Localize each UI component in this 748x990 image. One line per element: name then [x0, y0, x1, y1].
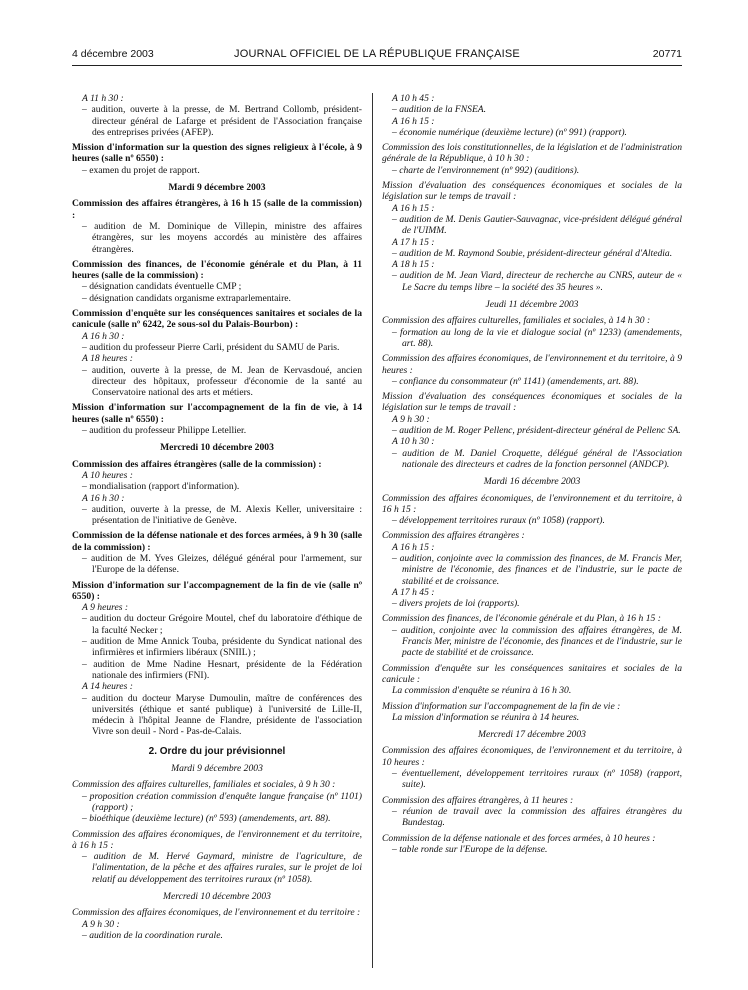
body-title: Mission d'information sur l'accompagnement de la fin de vie, à 14 heures (salle nº 6550) : [72, 402, 362, 425]
body-title: Commission d'enquête sur les conséquences sanitaires et sociales de la canicule (salle nº 6242, 2e sous-sol du Palais-Bourbon) : [72, 308, 362, 331]
header-date: 4 décembre 2003 [72, 48, 154, 60]
agenda-item: – audition de M. Raymond Soubie, président-directeur général d'Altedia. [392, 247, 673, 259]
time-label: A 9 h 30 : [392, 413, 430, 425]
page-header [72, 48, 682, 64]
day-heading: Mardi 16 décembre 2003 [483, 476, 581, 488]
agenda-item: – audition de Mme Nadine Hesnart, présidente de la Fédération nationale des infirmiers (FNI). [82, 658, 362, 681]
day-heading: Mardi 9 décembre 2003 [168, 182, 266, 194]
agenda-item: – réunion de travail avec la commission des affaires étrangères du Bundestag. [392, 805, 682, 829]
header-title: JOURNAL OFFICIEL DE LA RÉPUBLIQUE FRANÇAISE [234, 48, 520, 60]
section-heading: 2. Ordre du jour prévisionnel [148, 745, 286, 757]
agenda-note: La mission d'information se réunira à 14 heures. [392, 711, 580, 723]
agenda-item: – divers projets de loi (rapports). [392, 598, 520, 610]
body-title: Commission des affaires économiques, de l'environnement et du territoire : [72, 907, 361, 919]
agenda-item: – économie numérique (deuxième lecture) (nº 991) (rapport). [392, 126, 627, 138]
agenda-item: – examen du projet de rapport. [82, 164, 200, 176]
body-title: Mission d'évaluation des conséquences économiques et sociales de la législation sur le temps de travail : [382, 180, 682, 203]
left-column [72, 93, 362, 945]
agenda-item: – audition de Mme Annick Touba, présidente du Syndicat national des infirmières et infirmiers libéraux (SNIIL) ; [82, 636, 362, 659]
time-label: A 16 h 30 : [82, 330, 125, 342]
agenda-item: – audition de la FNSEA. [392, 104, 487, 116]
body-title: Commission des affaires culturelles, familiales et sociales, à 9 h 30 : [72, 779, 336, 791]
agenda-item: – audition de M. Roger Pellenc, président-directeur général de Pellenc SA. [392, 425, 681, 437]
body-title: Commission de la défense nationale et des forces armées, à 9 h 30 (salle de la commission) : [72, 530, 362, 553]
day-heading: Mercredi 10 décembre 2003 [163, 891, 271, 902]
time-label: A 18 heures : [82, 353, 133, 365]
agenda-item: – audition, ouverte à la presse, de M. Jean de Kervasdoué, ancien directeur des hôpitaux, professeur d'économie de la santé au Conservatoire national des arts et métiers. [82, 364, 362, 399]
header-page-number: 20771 [652, 48, 682, 60]
agenda-item: – charte de l'environnement (nº 992) (auditions). [392, 164, 580, 176]
body-title: Commission d'enquête sur les conséquences sanitaires et sociales de la canicule : [382, 662, 682, 685]
time-label: A 16 h 15 : [392, 115, 435, 127]
body-title: Commission des affaires économiques, de l'environnement et du territoire, à 16 h 15 : [72, 828, 362, 851]
time-label: A 9 heures : [82, 602, 129, 614]
time-label: A 16 h 15 : [392, 202, 435, 214]
agenda-item: – audition, ouverte à la presse, de M. Bertrand Collomb, président-directeur général de Lafarge et président de l'Association française des entreprises privées (AFEP). [82, 104, 362, 138]
body-title: Commission des affaires étrangères, à 11 heures : [382, 794, 574, 806]
agenda-item: – table ronde sur l'Europe de la défense. [392, 843, 548, 855]
agenda-item: – audition, conjointe avec la commission des affaires étrangères, de M. Francis Mer, ministre de l'économie, des finances et de l'industrie, sur le pacte de stabilité et de croissance. [392, 624, 682, 659]
agenda-item: – audition de M. Daniel Croquette, délégué général de l'Association nationale des directeurs et cadres de la fonction personnel (ANDCP). [392, 447, 682, 470]
time-label: A 18 h 15 : [392, 259, 435, 271]
header-rule [72, 65, 682, 66]
body-title: Commission des lois constitutionnelles, de la législation et de l'administration générale de la République, à 10 h 30 : [382, 142, 682, 165]
agenda-item: – audition de M. Jean Viard, directeur de recherche au CNRS, auteur de « Le Sacre du temps libre – la société des 35 heures ». [392, 270, 682, 293]
time-label: A 14 heures : [82, 681, 133, 693]
agenda-item: – audition de M. Denis Gautier-Sauvagnac, vice-président délégué général de l'UIMM. [392, 213, 682, 237]
time-label: A 16 h 15 : [392, 541, 435, 553]
agenda-item: – audition du professeur Pierre Carli, président du SAMU de Paris. [82, 341, 340, 353]
agenda-note: La commission d'enquête se réunira à 16 h 30. [392, 685, 572, 697]
body-title: Commission des affaires étrangères : [382, 530, 525, 542]
body-title: Commission des affaires économiques, de l'environnement et du territoire, à 9 heures : [382, 353, 682, 376]
agenda-item: – développement territoires ruraux (nº 1058) (rapport). [392, 515, 605, 527]
right-column [382, 93, 682, 859]
day-heading: Mercredi 10 décembre 2003 [160, 442, 274, 454]
agenda-item: – audition de la coordination rurale. [82, 929, 223, 941]
body-title: Commission des affaires économiques, de l'environnement et du territoire, à 10 heures : [382, 745, 682, 768]
column-divider [372, 93, 373, 968]
body-title: Commission de la défense nationale et des forces armées, à 10 heures : [382, 832, 656, 844]
time-label: A 16 h 30 : [82, 492, 125, 504]
body-title: Commission des affaires culturelles, familiales et sociales, à 14 h 30 : [382, 315, 651, 327]
time-label: A 10 h 45 : [392, 93, 435, 104]
agenda-item: – confiance du consommateur (nº 1141) (amendements, art. 88). [392, 375, 639, 387]
agenda-item: – proposition création commission d'enquête langue française (nº 1101) (rapport) ; [82, 790, 362, 813]
time-label: A 17 h 45 : [392, 586, 435, 598]
day-heading: Mardi 9 décembre 2003 [171, 763, 263, 775]
body-title: Mission d'évaluation des conséquences économiques et sociales de la législation sur le temps de travail : [382, 391, 682, 414]
body-title: Commission des affaires étrangères, à 16 h 15 (salle de la commission) : [72, 198, 362, 221]
body-title: Mission d'information sur l'accompagnement de la fin de vie : [382, 700, 621, 712]
agenda-item: – bioéthique (deuxième lecture) (nº 593) (amendements, art. 88). [82, 813, 331, 825]
agenda-item: – formation au long de la vie et dialogue social (nº 1233) (amendements, art. 88). [392, 326, 682, 349]
body-title: Mission d'information sur l'accompagnement de la fin de vie (salle nº 6550) : [72, 579, 362, 602]
agenda-item: – audition du professeur Philippe Letellier. [82, 425, 247, 437]
agenda-item: – audition, ouverte à la presse, de M. Alexis Keller, universitaire : présentation de l'initiative de Genève. [82, 503, 362, 527]
body-title: Commission des affaires étrangères (salle de la commission) : [72, 458, 322, 470]
day-heading: Mercredi 17 décembre 2003 [478, 729, 586, 741]
agenda-item: – audition de M. Yves Gleizes, délégué général pour l'armement, sur l'Europe de la défense. [82, 552, 362, 576]
day-heading: Jeudi 11 décembre 2003 [485, 299, 579, 311]
agenda-item: – désignation candidats éventuelle CMP ; [82, 281, 242, 293]
body-title: Commission des affaires économiques, de l'environnement et du territoire, à 16 h 15 : [382, 492, 682, 515]
agenda-item: – désignation candidats organisme extraparlementaire. [82, 292, 291, 304]
agenda-item: – audition de M. Dominique de Villepin, ministre des affaires étrangères, sur les moyens accordés au ministère des affaires étrangères. [82, 220, 362, 255]
time-label: A 17 h 15 : [392, 236, 435, 248]
time-label: A 11 h 30 : [82, 93, 124, 104]
agenda-item: – audition du docteur Maryse Dumoulin, maître de conférences des universités (éthique et santé publique) à l'université de Lille-II, médecin à l'hôpital Jeanne de Flandre, présidente de l'association Vivre son deuil - Nord - Pas-de-Calais. [82, 692, 362, 738]
agenda-item: – mondialisation (rapport d'information). [82, 481, 240, 493]
time-label: A 10 h 30 : [392, 436, 435, 448]
agenda-item: – audition du docteur Grégoire Moutel, chef du laboratoire d'éthique de la faculté Necker ; [82, 613, 362, 636]
agenda-item: – audition, conjointe avec la commission des finances, de M. Francis Mer, ministre de l'économie, des finances et de l'industrie, sur le pacte de stabilité et de croissance. [392, 552, 682, 587]
body-title: Commission des finances, de l'économie générale et du Plan, à 16 h 15 : [382, 613, 661, 625]
agenda-item: – éventuellement, développement territoires ruraux (nº 1058) (rapport, suite). [392, 768, 682, 791]
agenda-item: – audition de M. Hervé Gaymard, ministre de l'agriculture, de l'alimentation, de la pêche et des affaires rurales, sur le projet de loi relatif au développement des territoires ruraux (nº 1058). [82, 851, 362, 885]
body-title: Commission des finances, de l'économie générale et du Plan, à 11 heures (salle de la commission) : [72, 258, 362, 282]
time-label: A 9 h 30 : [82, 918, 120, 930]
time-label: A 10 heures : [82, 469, 133, 481]
body-title: Mission d'information sur la question des signes religieux à l'école, à 9 heures (salle nº 6550) : [72, 142, 362, 165]
